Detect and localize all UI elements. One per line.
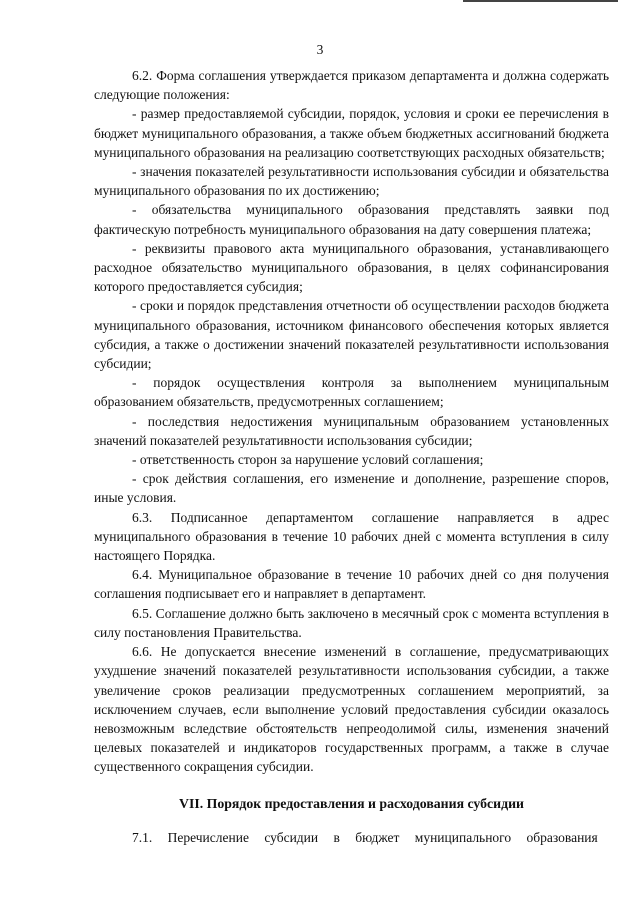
paragraph-7-1: 7.1. Перечисление субсидии в бюджет муниципального образования	[132, 829, 598, 845]
section-heading: VII. Порядок предоставления и расходования субсидии	[179, 795, 524, 811]
paragraph-6-2: 6.2. Форма соглашения утверждается приказом департамента и должна содержать следующие положения:	[94, 68, 609, 103]
top-rule	[463, 0, 618, 2]
document-body	[94, 66, 609, 847]
list-item: - обязательства муниципального образования представлять заявки под фактическую потребность муниципального образования на дату совершения платежа;	[94, 202, 609, 237]
list-item: - последствия недостижения муниципальным образованием установленных значений показателей результативности использования субсидии;	[94, 413, 609, 448]
paragraph-6-5: 6.5. Соглашение должно быть заключено в месячный срок с момента вступления в силу постановления Правительства.	[94, 605, 609, 640]
list-item: - срок действия соглашения, его изменение и дополнение, разрешение споров, иные условия.	[94, 471, 609, 506]
paragraph-6-3: 6.3. Подписанное департаментом соглашение направляется в адрес муниципального образования в течение 10 рабочих дней с момента вступления в силу настоящего Порядка.	[94, 509, 609, 564]
list-item: - сроки и порядок представления отчетности об осуществлении расходов бюджета муниципального образования, источником финансового обеспечения которых является субсидия, а также о достижении значений показателей результативности использования субсидии;	[94, 298, 609, 372]
list-item: - ответственность сторон за нарушение условий соглашения;	[132, 452, 484, 468]
list-item: - значения показателей результативности использования субсидии и обязательства муниципального образования по их достижению;	[94, 164, 609, 199]
page-number: 3	[316, 42, 324, 57]
list-item: - размер предоставляемой субсидии, порядок, условия и сроки ее перечисления в бюджет муниципального образования, а также объем бюджетных ассигнований бюджета муниципального образования на реализацию соответствующих расходных обязательств;	[94, 106, 609, 160]
paragraph-6-4: 6.4. Муниципальное образование в течение 10 рабочих дней со дня получения соглашения подписывает его и направляет в департамент.	[94, 567, 609, 602]
paragraph-6-6: 6.6. Не допускается внесение изменений в соглашение, предусматривающих ухудшение значений показателей результативности использования субсидии, а также увеличение сроков реализации предусмотренных соглашением мероприятий, за исключением случаев, если выполнение условий предоставления субсидии оказалось невозможным вследствие обстоятельств непреодолимой силы, изменения значений целевых показателей и индикаторов государственных программ, а также в случае существенного сокращения субсидии.	[94, 644, 609, 775]
list-item: - реквизиты правового акта муниципального образования, устанавливающего расходное обязательство муниципального образования, в целях софинансирования которого предоставляется субсидия;	[94, 240, 609, 295]
list-item: - порядок осуществления контроля за выполнением муниципальным образованием обязательств, предусмотренных соглашением;	[94, 375, 609, 410]
